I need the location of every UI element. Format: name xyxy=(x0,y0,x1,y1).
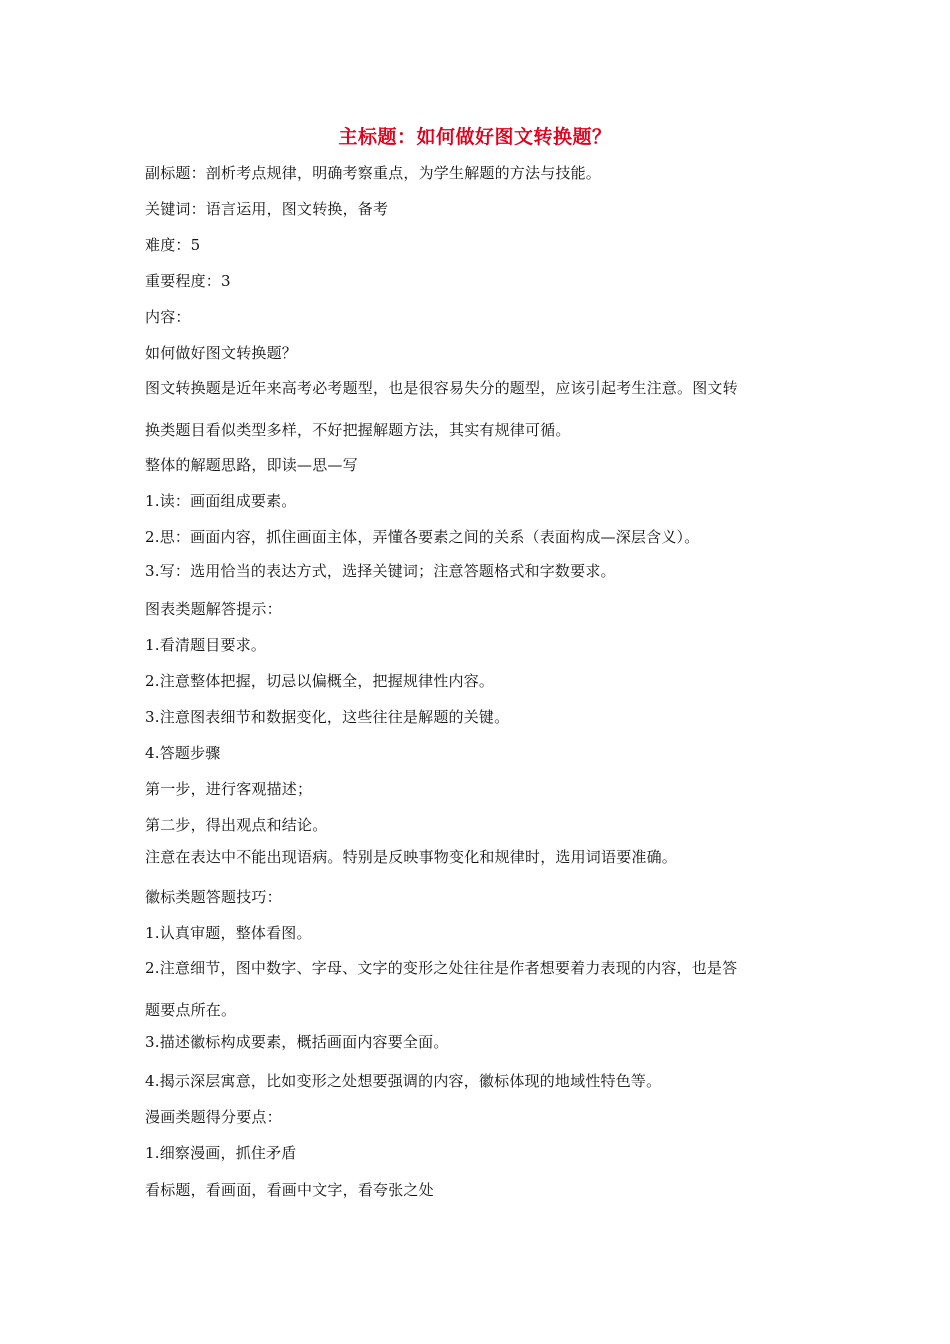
cartoon-tip-1: 1.细察漫画，抓住矛盾 xyxy=(145,1144,297,1162)
emblem-tip-2-line-1: 2.注意细节，图中数字、字母、文字的变形之处往往是作者想要着力表现的内容，也是答 xyxy=(145,959,738,977)
content-heading: 如何做好图文转换题？ xyxy=(145,344,298,362)
emblem-tip-1: 1.认真审题，整体看图。 xyxy=(145,924,312,942)
intro-paragraph-line-1: 图文转换题是近年来高考必考题型，也是很容易失分的题型，应该引起考生注意。图文转 xyxy=(145,379,738,397)
chart-tip-2: 2.注意整体把握，切忌以偏概全，把握规律性内容。 xyxy=(145,672,495,690)
chart-section-heading: 图表类题解答提示： xyxy=(145,600,282,618)
document-title: 主标题：如何做好图文转换题？ xyxy=(338,126,612,148)
cartoon-section-heading: 漫画类题得分要点： xyxy=(145,1108,282,1126)
emblem-tip-2-line-2: 题要点所在。 xyxy=(145,1001,237,1019)
content-label: 内容： xyxy=(145,308,191,326)
keywords-line: 关键词：语言运用，图文转换，备考 xyxy=(145,200,389,218)
approach-line: 整体的解题思路，即读—思—写 xyxy=(145,456,358,474)
step-write: 3.写：选用恰当的表达方式，选择关键词；注意答题格式和字数要求。 xyxy=(145,562,616,580)
emblem-tip-4: 4.揭示深层寓意，比如变形之处想要强调的内容，徽标体现的地域性特色等。 xyxy=(145,1072,662,1090)
chart-note: 注意在表达中不能出现语病。特别是反映事物变化和规律时，选用词语要准确。 xyxy=(145,848,678,866)
emblem-tip-3: 3.描述徽标构成要素，概括画面内容要全面。 xyxy=(145,1033,449,1051)
chart-tip-4: 4.答题步骤 xyxy=(145,744,221,762)
difficulty-line: 难度：5 xyxy=(145,236,201,254)
step-read: 1.读：画面组成要素。 xyxy=(145,492,297,510)
chart-substep-2: 第二步，得出观点和结论。 xyxy=(145,816,328,834)
emblem-section-heading: 徽标类题答题技巧： xyxy=(145,888,282,906)
chart-tip-3: 3.注意图表细节和数据变化，这些往往是解题的关键。 xyxy=(145,708,510,726)
intro-paragraph-line-2: 换类题目看似类型多样，不好把握解题方法，其实有规律可循。 xyxy=(145,421,571,439)
chart-tip-1: 1.看清题目要求。 xyxy=(145,636,267,654)
step-think: 2.思：画面内容，抓住画面主体，弄懂各要素之间的关系（表面构成—深层含义）。 xyxy=(145,528,700,546)
subtitle-line: 副标题：剖析考点规律，明确考察重点，为学生解题的方法与技能。 xyxy=(145,164,602,182)
cartoon-tip-1-detail: 看标题，看画面，看画中文字，看夸张之处 xyxy=(145,1181,434,1199)
chart-substep-1: 第一步，进行客观描述； xyxy=(145,780,313,798)
importance-line: 重要程度：3 xyxy=(145,272,231,290)
